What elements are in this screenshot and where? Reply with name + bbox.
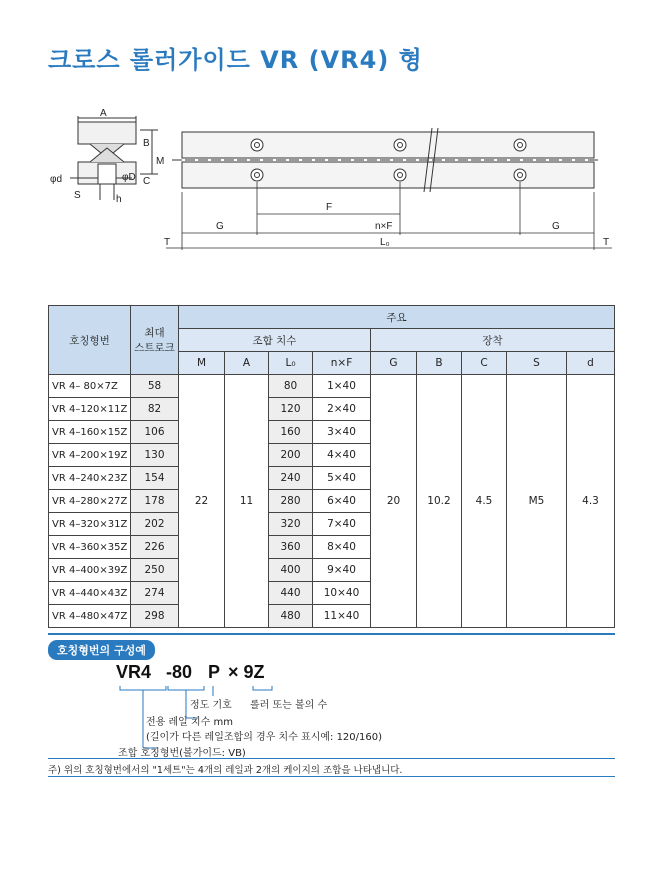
table-row: VR 4–360×35Z 226 360 8×40 bbox=[49, 536, 615, 559]
table-row: VR 4– 80×7Z 58 22 11 80 1×40 20 10.2 4.5 M5 4.3 bbox=[49, 375, 615, 398]
th-combo: 조합 치수 bbox=[179, 329, 371, 352]
table-row: VR 4–440×43Z 274 440 10×40 bbox=[49, 582, 615, 605]
th-col: B bbox=[417, 352, 462, 375]
th-col: n×F bbox=[313, 352, 371, 375]
cell-c: 4.5 bbox=[462, 375, 507, 628]
table-row: VR 4–120×11Z 82 120 2×40 bbox=[49, 398, 615, 421]
example-badge: 호칭형번의 구성예 bbox=[48, 640, 155, 660]
label-big-d: φD bbox=[122, 172, 136, 183]
cell-m: 22 bbox=[179, 375, 225, 628]
cell-a: 11 bbox=[225, 375, 269, 628]
table-row: VR 4–400×39Z 250 400 9×40 bbox=[49, 559, 615, 582]
code-precision: P bbox=[208, 662, 221, 682]
table-row: VR 4–240×23Z 154 240 5×40 bbox=[49, 467, 615, 490]
page-title: 크로스 롤러가이드 VR (VR4) 형 bbox=[48, 46, 423, 74]
code-rollers: × 9Z bbox=[228, 662, 265, 682]
spec-table bbox=[48, 305, 615, 628]
th-main: 주요 bbox=[179, 306, 615, 329]
note-rollers: 롤러 또는 볼의 수 bbox=[250, 700, 328, 711]
label-l0: L₀ bbox=[380, 237, 390, 248]
divider bbox=[48, 776, 615, 777]
note-series: 조합 호칭형번(볼가이드: VB) bbox=[118, 748, 246, 759]
table-row: VR 4–280×27Z 178 280 6×40 bbox=[49, 490, 615, 513]
label-g-right: G bbox=[552, 221, 560, 232]
label-a: A bbox=[100, 108, 107, 119]
table-row: VR 4–200×19Z 130 200 4×40 bbox=[49, 444, 615, 467]
divider bbox=[48, 758, 615, 759]
cell-g: 20 bbox=[371, 375, 417, 628]
label-t-right: T bbox=[603, 237, 610, 248]
label-b: B bbox=[143, 138, 150, 149]
divider bbox=[48, 633, 615, 635]
cell-b: 10.2 bbox=[417, 375, 462, 628]
note-length: 전용 레일 치수 mm bbox=[146, 717, 233, 728]
label-g-left: G bbox=[216, 221, 224, 232]
th-stroke: 최대 스트로크 bbox=[131, 306, 179, 375]
th-col: L₀ bbox=[269, 352, 313, 375]
cell-d: 4.3 bbox=[567, 375, 615, 628]
rail-side-view bbox=[172, 132, 600, 188]
table-row: VR 4–480×47Z 298 480 11×40 bbox=[49, 605, 615, 628]
th-mount: 장착 bbox=[371, 329, 615, 352]
label-s: S bbox=[74, 190, 81, 201]
note-length-example: (길이가 다른 레일조합의 경우 치수 표시예: 120/160) bbox=[146, 732, 383, 743]
table-row: VR 4–320×31Z 202 320 7×40 bbox=[49, 513, 615, 536]
code-length: -80 bbox=[166, 662, 193, 682]
table-row: VR 4–160×15Z 106 160 3×40 bbox=[49, 421, 615, 444]
label-t-left: T bbox=[164, 237, 171, 248]
th-col: d bbox=[567, 352, 615, 375]
th-col: G bbox=[371, 352, 417, 375]
cell-s: M5 bbox=[507, 375, 567, 628]
label-m: M bbox=[156, 156, 165, 167]
th-col: C bbox=[462, 352, 507, 375]
code-series: VR4 bbox=[116, 662, 152, 682]
footnote: 주) 위의 호칭형번에서의 "1세트"는 4개의 레일과 2개의 케이지의 조합을 나타냅니다. bbox=[48, 765, 403, 776]
rail-drawing bbox=[40, 100, 620, 260]
label-h: h bbox=[116, 194, 122, 205]
label-nf: n×F bbox=[375, 221, 393, 232]
label-c: C bbox=[143, 176, 151, 187]
th-col: S bbox=[507, 352, 567, 375]
th-col: M bbox=[179, 352, 225, 375]
th-col: A bbox=[225, 352, 269, 375]
label-f: F bbox=[326, 202, 333, 213]
label-small-d: φd bbox=[50, 174, 63, 185]
note-precision: 정도 기호 bbox=[190, 700, 232, 711]
th-model: 호칭형번 bbox=[49, 306, 131, 375]
cross-section bbox=[70, 116, 158, 200]
